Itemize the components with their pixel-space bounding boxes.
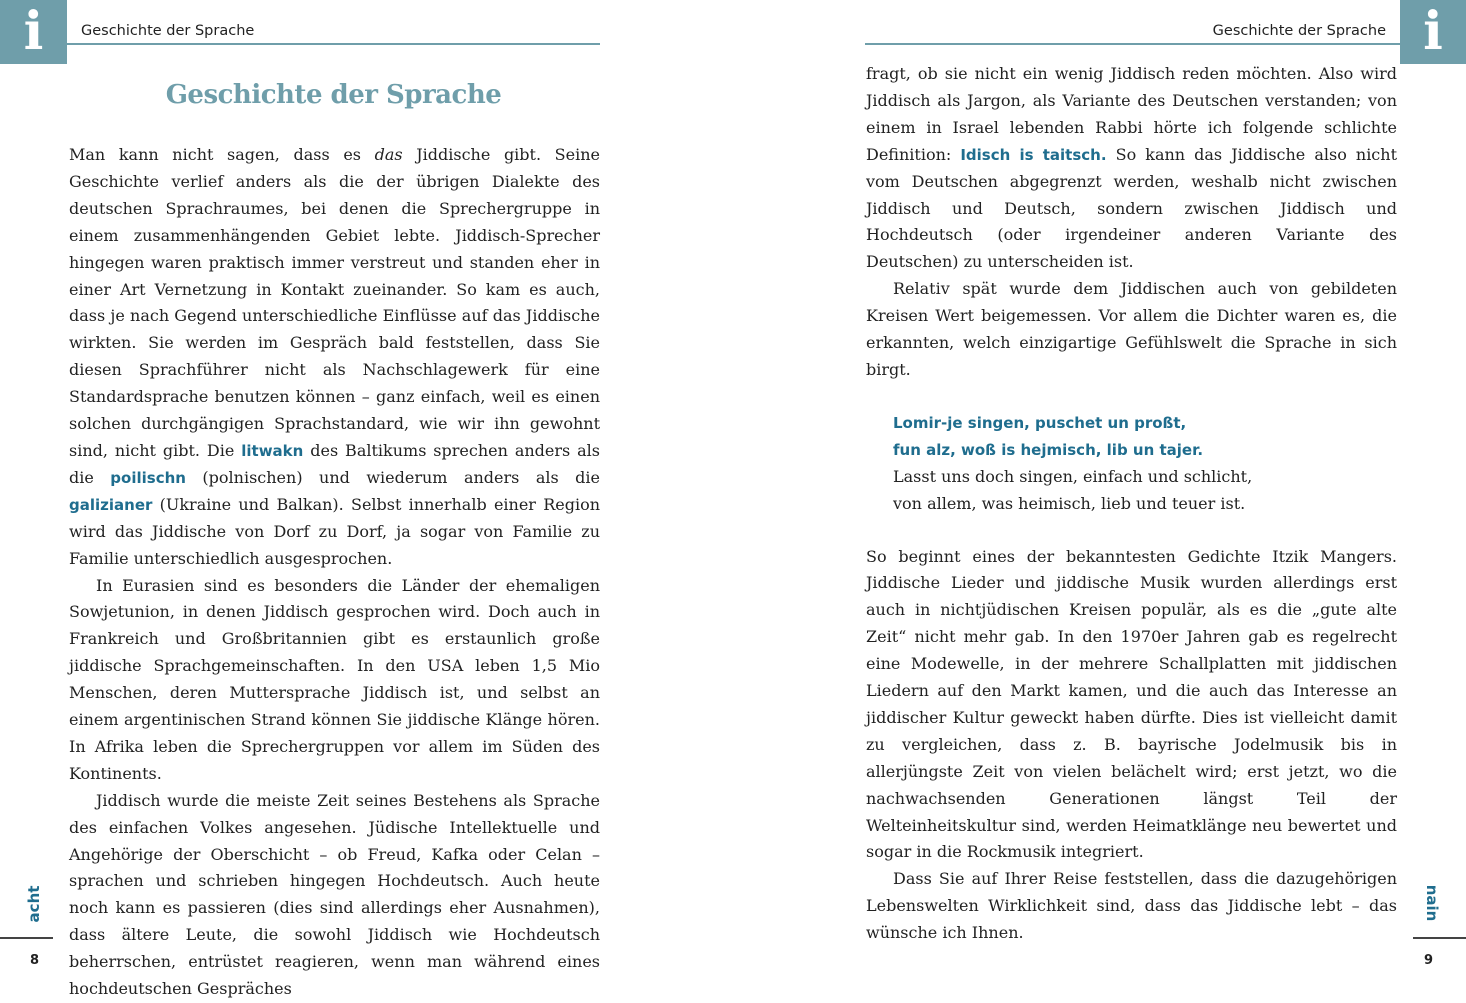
page-title: Geschichte der Sprache — [165, 80, 502, 110]
poem-german-line: von allem, was heimisch, lieb und teuer ist. — [893, 493, 1246, 513]
paragraph: So beginnt eines der bekanntesten Gedichte Itzik Mangers. Jiddische Lieder und jiddische Musik wurden allerdings erst auch in nichtjüdischen Kreisen populär, als es die „gute alte Zeit“ nicht mehr gab. In den 1970er Jahren gab es regelrecht eine Modewelle, in der mehrere Schallplatten mit jiddischen Liedern auf den Markt kamen, und die auch das Interesse an jiddischer Kultur geweckt haben dürfte. Dies ist vielleicht damit zu vergleichen, dass z. B. bayrische Jodelmusik bis in allerjüngste Zeit von vielen belächelt wird; erst jetzt, wo die nachwachsenden Generationen längst Teil der Welteinheitskultur sind, werden Heimatklänge neu bewertet und sogar in die Rockmusik integriert. — [866, 546, 1397, 862]
yiddish-term: litwakn — [241, 441, 304, 460]
poem-yiddish-line: fun alz, woß is hejmisch, lib un tajer. — [893, 440, 1204, 459]
paragraph: Relativ spät wurde dem Jiddischen auch von gebildeten Kreisen Wert beigemessen. Vor allem die Dichter waren es, die erkannten, welch einzigartige Gefühlswelt die Sprache in sich birgt. — [866, 279, 1397, 379]
page-number-right: 9 — [1424, 953, 1434, 968]
header-rule-left — [67, 43, 600, 45]
poem-yiddish-line: Lomir-je singen, puschet un proßt, — [893, 413, 1187, 432]
page-number-left: 8 — [30, 953, 40, 968]
paragraph: Dass Sie auf Ihrer Reise feststellen, dass die dazugehörigen Lebenswelten Wirklichkeit sind, dass das Jiddische lebt – das wünsche ich Ihnen. — [866, 869, 1397, 943]
header-rule-right — [865, 43, 1400, 45]
paragraph: Jiddisch wurde die meiste Zeit seines Bestehens als Sprache des einfachen Volkes angesehen. Jüdische Intellektuelle und Angehörige der Oberschicht – ob Freud, Kafka oder Celan – sprachen und schrieben hingegen Hochdeutsch. Auch heute noch kann es passieren (dies sind allerdings eher Ausnahmen), dass ältere Leute, die sowohl Jiddisch wie Hochdeutsch beherrschen, entrüstet reagieren, wenn man während eines hochdeutschen Gespräches — [69, 790, 600, 999]
yiddish-term: Idisch is taitsch. — [960, 145, 1107, 164]
info-icon: i — [1400, 0, 1466, 64]
footer-rule-right — [1413, 937, 1466, 939]
running-head-left: Geschichte der Sprache — [81, 23, 255, 39]
paragraph: fragt, ob sie nicht ein wenig Jiddisch reden möchten. Also wird Jiddisch als Jargon, als Variante des Deutschen verstanden; von einem in Israel lebenden Rabbi hörte ich folgende schlichte Definition: Idisch is taitsch. So kann das Jiddische also nicht vom Deutschen abgegrenzt werden, weshalb nicht zwischen Jiddisch und Deutsch, sondern zwischen Jiddisch und Hochdeutsch (oder irgendeiner anderen Variante des Deutschen) zu unterscheiden ist. — [866, 64, 1397, 272]
yiddish-term: poilischn — [110, 468, 186, 487]
info-icon: i — [0, 0, 67, 64]
side-page-word-left: acht — [25, 885, 43, 923]
poem-german-line: Lasst uns doch singen, einfach und schlicht, — [893, 466, 1253, 486]
left-text-column — [69, 142, 600, 1003]
running-head-right: Geschichte der Sprache — [1212, 23, 1386, 39]
right-text-column — [866, 61, 1397, 947]
paragraph: In Eurasien sind es besonders die Länder der ehemaligen Sowjetunion, in denen Jiddisch gesprochen wird. Doch auch in Frankreich und Großbritannien gibt es erstaunlich große jiddische Sprachgemeinschaften. In den USA leben 1,5 Mio Menschen, deren Muttersprache Jiddisch ist, und selbst an einem argentinischen Strand können Sie jiddische Klänge hören. In Afrika leben die Sprechergruppen vor allem im Süden des Kontinents. — [69, 575, 600, 783]
footer-rule-left — [0, 937, 53, 939]
emphasis: das — [374, 145, 403, 164]
paragraph: Man kann nicht sagen, dass es das Jiddische gibt. Seine Geschichte verlief anders als die der übrigen Dialekte des deutschen Sprachraumes, bei denen die Sprechergruppe in einem zusammenhängenden Gebiet lebte. Jiddisch-Sprecher hingegen waren praktisch immer verstreut und standen eher in einer Art Vernetzung in Kontakt zueinander. So kam es auch, dass je nach Gegend unterschiedliche Einflüsse auf das Jiddische wirkten. Sie werden im Gespräch bald feststellen, dass Sie diesen Sprachführer nicht als Nachschlagewerk für eine Standardsprache benutzen können – ganz einfach, weil es einen solchen durchgängigen Sprachstandard, wie wir ihn gewohnt sind, nicht gibt. Die litwakn des Baltikums sprechen anders als die poilischn (polnischen) und wiederum anders als die galizianer (Ukraine und Balkan). Selbst innerhalb einer Region wird das Jiddische von Dorf zu Dorf, ja sogar von Familie zu Familie unterschiedlich ausgesprochen. — [69, 145, 601, 568]
side-page-word-right: nain — [1423, 884, 1441, 922]
yiddish-term: galizianer — [69, 495, 153, 514]
poem-quote — [893, 410, 1397, 518]
